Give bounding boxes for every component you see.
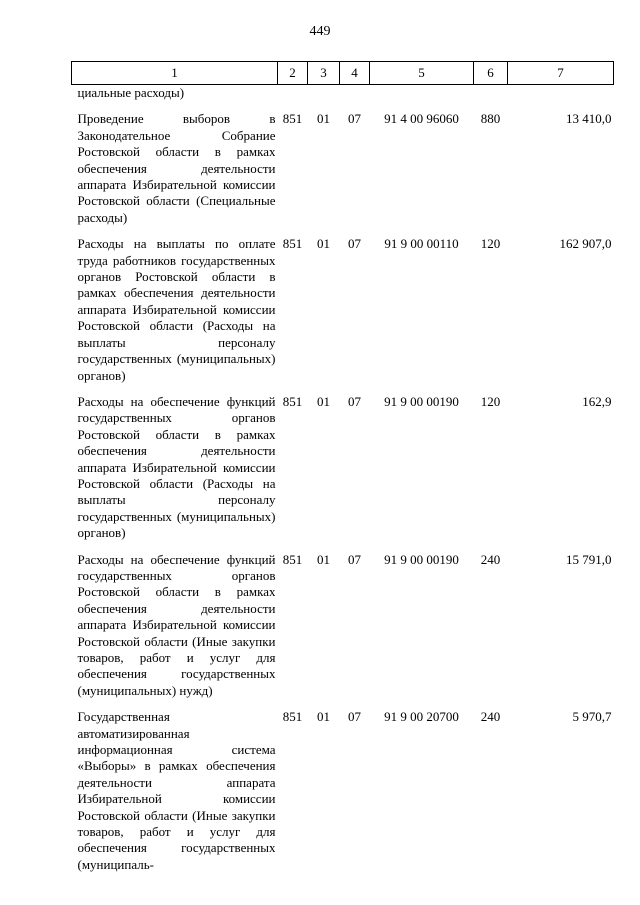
row-subsection-code: 07 bbox=[348, 236, 361, 252]
row-subsection-code: 07 bbox=[348, 111, 361, 127]
table-row bbox=[72, 552, 614, 700]
row-target-article: 91 9 00 00190 bbox=[384, 393, 459, 409]
row-ministry-code: 851 bbox=[282, 236, 303, 252]
row-ministry-code: 851 bbox=[282, 111, 303, 127]
row-amount: 162 907,0 bbox=[559, 236, 612, 252]
table-row bbox=[72, 236, 614, 384]
row-section-code: 01 bbox=[317, 709, 330, 725]
row-section-code: 01 bbox=[317, 551, 330, 567]
header-cell-5: 5 bbox=[370, 62, 474, 85]
row-amount: 162,9 bbox=[582, 393, 612, 409]
row-amount: 15 791,0 bbox=[566, 551, 612, 567]
row-section-code: 01 bbox=[317, 393, 330, 409]
row-description: Расходы на выплаты по оплате труда работников государственных органов Ростовской области в рамках обеспечения деятельности аппарата Избирательной комиссии Ростовской области (Расходы на выплаты персоналу государственных (муниципальных) органов) bbox=[77, 236, 276, 383]
continuation-text: циальные расходы) bbox=[77, 85, 185, 100]
header-cell-6: 6 bbox=[474, 62, 508, 85]
header-cell-3: 3 bbox=[308, 62, 340, 85]
row-description: Расходы на обеспечение функций государственных органов Ростовской области в рамках обеспечения деятельности аппарата Избирательной комиссии Ростовской области (Иные закупки товаров, работ и услуг для обеспечения государственных (муниципальных) нужд) bbox=[77, 551, 276, 698]
row-expense-type: 880 bbox=[480, 111, 501, 127]
row-expense-type: 240 bbox=[480, 709, 501, 725]
row-target-article: 91 9 00 00110 bbox=[384, 236, 459, 252]
row-target-article: 91 9 00 00190 bbox=[384, 551, 459, 567]
row-target-article: 91 9 00 20700 bbox=[384, 709, 459, 725]
row-description: Государственная автоматизированная информационная система «Выборы» в рамках обеспечения деятельности аппарата Избирательной комиссии Ростовской области (Иные закупки товаров, работ и услуг для обеспечения государственных (муниципаль- bbox=[77, 709, 276, 872]
row-subsection-code: 07 bbox=[348, 393, 361, 409]
header-cell-1: 1 bbox=[72, 62, 278, 85]
row-ministry-code: 851 bbox=[282, 709, 303, 725]
row-expense-type: 120 bbox=[480, 236, 501, 252]
row-section-code: 01 bbox=[317, 236, 330, 252]
page-number: 449 bbox=[309, 24, 331, 39]
table-row bbox=[72, 709, 614, 873]
continuation-row bbox=[72, 85, 614, 102]
row-description: Проведение выборов в Законодательное Собрание Ростовской области в рамках обеспечения деятельности аппарата Избирательной комиссии Ростовской области (Специальные расходы) bbox=[77, 111, 276, 225]
row-target-article: 91 4 00 96060 bbox=[384, 111, 459, 127]
row-section-code: 01 bbox=[317, 111, 330, 127]
row-amount: 5 970,7 bbox=[572, 709, 612, 725]
row-description: Расходы на обеспечение функций государственных органов Ростовской области в рамках обеспечения деятельности аппарата Избирательной комиссии Ростовской области (Расходы на выплаты персоналу государственных (муниципальных) органов) bbox=[77, 393, 276, 541]
row-subsection-code: 07 bbox=[348, 551, 361, 567]
table-row bbox=[72, 111, 614, 226]
table-header-row bbox=[72, 62, 614, 85]
budget-table bbox=[71, 61, 614, 873]
row-expense-type: 240 bbox=[480, 551, 501, 567]
row-expense-type: 120 bbox=[480, 393, 501, 409]
header-cell-2: 2 bbox=[278, 62, 308, 85]
row-ministry-code: 851 bbox=[282, 393, 303, 409]
header-cell-4: 4 bbox=[340, 62, 370, 85]
table-row bbox=[72, 394, 614, 542]
row-amount: 13 410,0 bbox=[566, 111, 612, 127]
row-subsection-code: 07 bbox=[348, 709, 361, 725]
row-ministry-code: 851 bbox=[282, 551, 303, 567]
header-cell-7: 7 bbox=[508, 62, 614, 85]
